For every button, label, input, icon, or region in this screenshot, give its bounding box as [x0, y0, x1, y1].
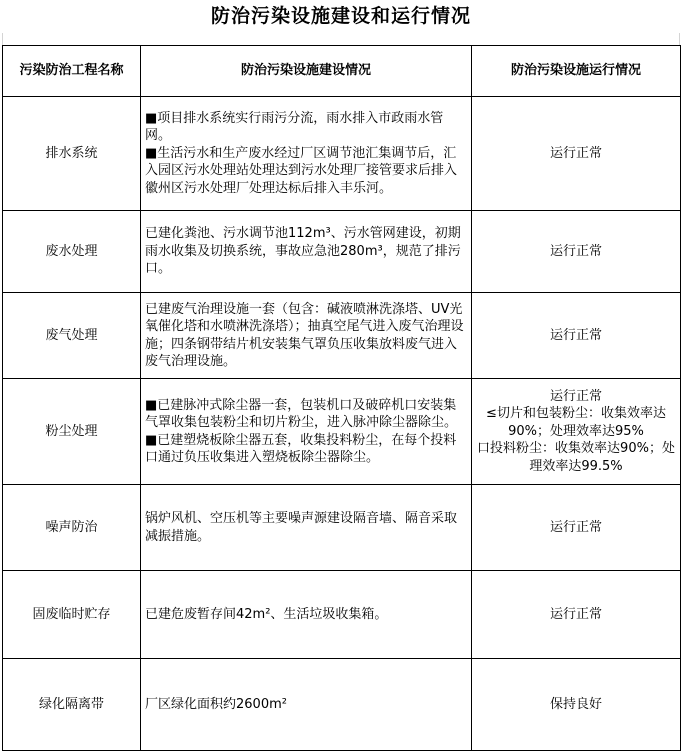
row-operation — [472, 659, 681, 751]
row-name: 绿化隔离带 — [3, 659, 141, 751]
construction-line: ■已建脉冲式除尘器一套，包装机口及破碎机口安装集气罩收集包装粉尘和切片粉尘，进入脉冲除尘器除尘。 — [145, 397, 458, 430]
row-operation — [472, 293, 681, 379]
row-operation — [472, 379, 681, 485]
status-text: 运行正常 — [549, 519, 602, 535]
status-text: 运行正常 — [549, 388, 602, 404]
table-header-row — [3, 46, 681, 97]
row-name: 固废临时贮存 — [3, 571, 141, 659]
table-row — [3, 485, 681, 571]
row-operation — [472, 571, 681, 659]
status-text: 运行正常 — [549, 606, 602, 622]
table-row — [3, 379, 681, 485]
status-text: ≤切片和包装粉尘：收集效率达90%；处理效率达95% — [486, 406, 666, 439]
status-text: 运行正常 — [549, 243, 602, 259]
page-title: 防治污染设施建设和运行情况 — [210, 5, 471, 27]
table-row — [3, 659, 681, 751]
construction-line: 锅炉风机、空压机等主要噪声源建设隔音墙、隔音采取减振措施。 — [145, 511, 458, 544]
row-construction — [141, 97, 472, 211]
row-construction — [141, 211, 472, 293]
row-name: 废水处理 — [3, 211, 141, 293]
construction-line: 已建化粪池、污水调节池112m³、污水管网建设，初期雨水收集及切换系统，事故应急池280m³，规范了排污口。 — [145, 226, 461, 277]
spacer-row — [2, 33, 680, 45]
row-construction — [141, 485, 472, 571]
construction-line: ■生活污水和生产废水经过厂区调节池汇集调节后，汇入园区污水处理站处理达到污水处理厂接管要求后排入徽州区污水处理厂处理达标后排入丰乐河。 — [145, 145, 458, 196]
header-operation: 防治污染设施运行情况 — [472, 46, 681, 97]
facilities-table — [2, 45, 681, 751]
row-operation — [472, 97, 681, 211]
header-construction: 防治污染设施建设情况 — [141, 46, 472, 97]
table-row — [3, 211, 681, 293]
construction-line: 已建危废暂存间42m²、生活垃圾收集箱。 — [145, 606, 388, 622]
construction-line: ■项目排水系统实行雨污分流，雨水排入市政雨水管网。 — [145, 110, 444, 144]
row-name: 粉尘处理 — [3, 379, 141, 485]
row-construction — [141, 571, 472, 659]
table-row — [3, 97, 681, 211]
row-construction — [141, 659, 472, 751]
row-construction — [141, 293, 472, 379]
construction-line: 厂区绿化面积约2600m² — [145, 696, 287, 712]
header-name: 污染防治工程名称 — [3, 46, 141, 97]
row-name: 噪声防治 — [3, 485, 141, 571]
status-text: 保持良好 — [549, 696, 602, 712]
status-text: 运行正常 — [549, 145, 602, 161]
table-row — [3, 571, 681, 659]
row-construction — [141, 379, 472, 485]
construction-line: 已建废气治理设施一套（包含：碱液喷淋洗涤塔、UV光氧催化塔和水喷淋洗涤塔）；抽真空尾气进入废气治理设施；四条钢带结片机安装集气罩负压收集放料废气进入废气治理设施。 — [145, 301, 464, 369]
row-operation — [472, 211, 681, 293]
row-name: 排水系统 — [3, 97, 141, 211]
row-name: 废气处理 — [3, 293, 141, 379]
construction-line: ■已建塑烧板除尘器五套，收集投料粉尘，在每个投料口通过负压收集进入塑烧板除尘器除尘。 — [145, 432, 457, 465]
status-text: 口投料粉尘：收集效率达90%；处理效率达99.5% — [477, 441, 675, 474]
status-text: 运行正常 — [549, 327, 602, 343]
table-row — [3, 293, 681, 379]
row-operation — [472, 485, 681, 571]
